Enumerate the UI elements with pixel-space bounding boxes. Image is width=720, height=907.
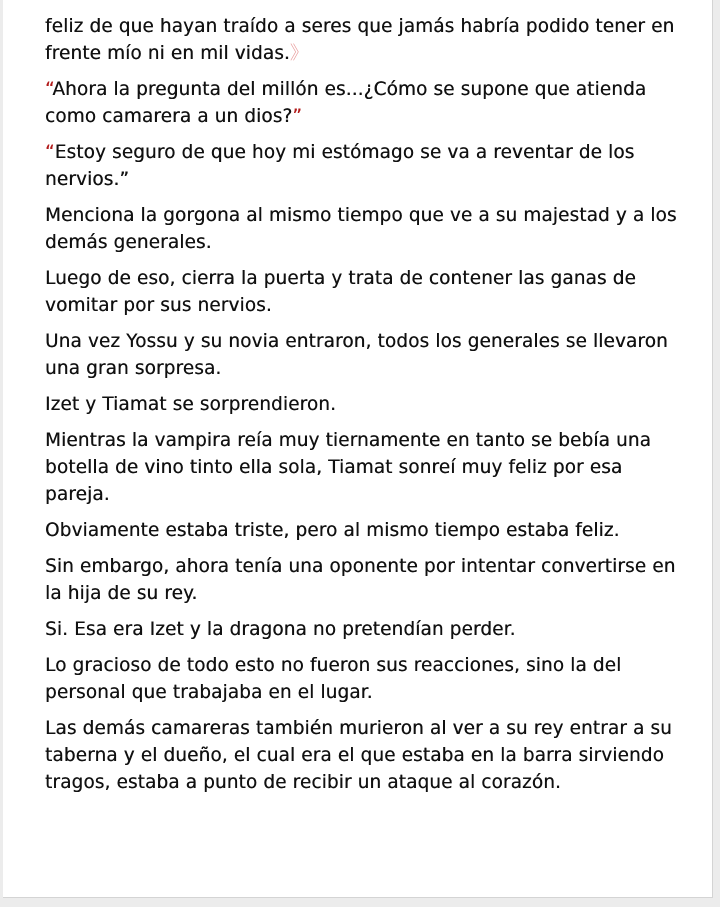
paragraph-text: feliz de que hayan traído a seres que jamás habría podido tener en frente mío ni en mil vidas.	[45, 16, 675, 64]
paragraph	[45, 328, 685, 382]
paragraph-text: Lo gracioso de todo esto no fueron sus reacciones, sino la del personal que trabajaba en el lugar.	[45, 655, 622, 703]
paragraph-text: Luego de eso, cierra la puerta y trata de contener las ganas de vomitar por sus nervios.	[45, 268, 636, 316]
paragraph-text: Sin embargo, ahora tenía una oponente por intentar convertirse en la hija de su rey.	[45, 556, 676, 604]
paragraph	[45, 616, 685, 643]
open-quote: “	[45, 142, 55, 163]
paragraph-text: Estoy seguro de que hoy mi estómago se va a reventar de los nervios.	[45, 142, 635, 190]
paragraph	[45, 517, 685, 544]
document-text	[45, 13, 685, 805]
paragraph-text: Obviamente estaba triste, pero al mismo tiempo estaba feliz.	[45, 520, 620, 541]
paragraph-text: Mientras la vampira reía muy tiernamente en tanto se bebía una botella de vino tinto ella sola, Tiamat sonreí muy feliz por esa pareja.	[45, 430, 651, 505]
closing-bracket: 》	[289, 43, 309, 64]
paragraph	[45, 715, 685, 796]
document-page	[3, 0, 713, 898]
paragraph	[45, 265, 685, 319]
close-quote: ”	[292, 106, 303, 127]
paragraph-text: Las demás camareras también murieron al ver a su rey entrar a su taberna y el dueño, el cual era el que estaba en la barra sirviendo tragos, estaba a punto de recibir un ataque al corazón.	[45, 718, 672, 793]
close-quote: ”	[119, 169, 130, 190]
paragraph	[45, 13, 685, 67]
paragraph	[45, 652, 685, 706]
paragraph	[45, 391, 685, 418]
open-quote: “	[45, 79, 53, 100]
paragraph	[45, 553, 685, 607]
paragraph-text: Izet y Tiamat se sorprendieron.	[45, 394, 337, 415]
paragraph-text: Si. Esa era Izet y la dragona no pretendían perder.	[45, 619, 516, 640]
paragraph	[45, 202, 685, 256]
paragraph-text: Una vez Yossu y su novia entraron, todos los generales se llevaron una gran sorpresa.	[45, 331, 668, 379]
paragraph	[45, 427, 685, 508]
paragraph	[45, 139, 685, 193]
paragraph-text: Menciona la gorgona al mismo tiempo que ve a su majestad y a los demás generales.	[45, 205, 677, 253]
paragraph	[45, 76, 685, 130]
paragraph-text: Ahora la pregunta del millón es...¿Cómo se supone que atienda como camarera a un dios?	[45, 79, 647, 127]
